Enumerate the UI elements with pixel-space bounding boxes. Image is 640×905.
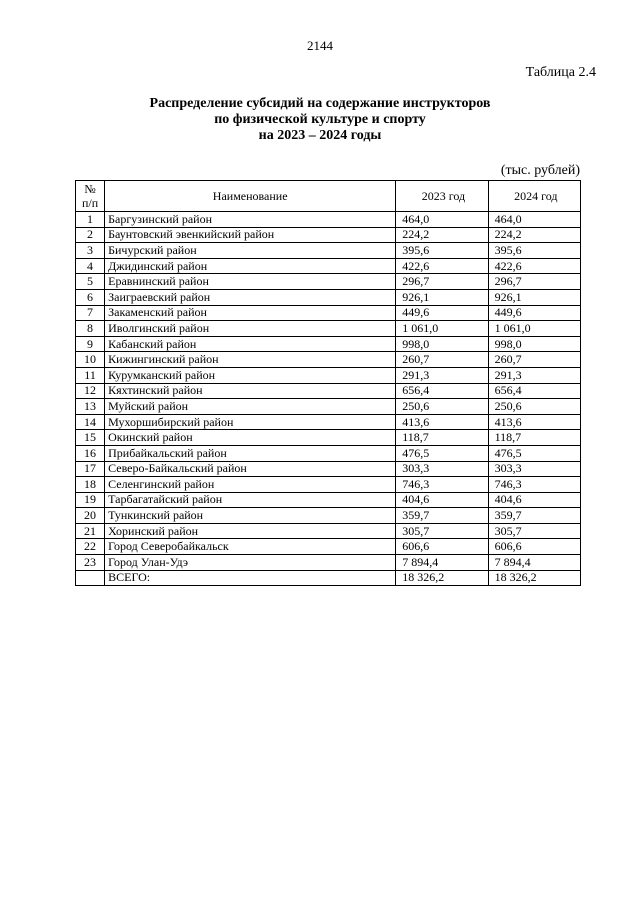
- table-row: [76, 523, 581, 539]
- cell-y2024: 359,7: [488, 508, 580, 524]
- table-row: [76, 227, 581, 243]
- table-row: [76, 492, 581, 508]
- cell-y2023: 422,6: [396, 258, 488, 274]
- cell-y2023: 359,7: [396, 508, 488, 524]
- cell-name: Окинский район: [105, 430, 396, 446]
- document-title: [0, 96, 640, 144]
- cell-name: Селенгинский район: [105, 477, 396, 493]
- cell-y2024: 291,3: [488, 367, 580, 383]
- cell-name: Курумканский район: [105, 367, 396, 383]
- cell-y2023: 18 326,2: [396, 570, 488, 586]
- cell-y2023: 449,6: [396, 305, 488, 321]
- cell-name: Кабанский район: [105, 336, 396, 352]
- cell-num: 4: [76, 258, 105, 274]
- cell-num: 20: [76, 508, 105, 524]
- table-row: [76, 383, 581, 399]
- cell-num: 10: [76, 352, 105, 368]
- header-name: Наименование: [105, 181, 396, 212]
- cell-y2023: 998,0: [396, 336, 488, 352]
- header-2023: 2023 год: [396, 181, 488, 212]
- table-body: [76, 212, 581, 586]
- total-row: [76, 570, 581, 586]
- cell-name: Заиграевский район: [105, 289, 396, 305]
- cell-name: Хоринский район: [105, 523, 396, 539]
- cell-y2023: 395,6: [396, 243, 488, 259]
- subsidies-table: [75, 180, 581, 586]
- cell-name: ВСЕГО:: [105, 570, 396, 586]
- cell-y2023: 746,3: [396, 477, 488, 493]
- cell-y2023: 476,5: [396, 445, 488, 461]
- cell-num: 23: [76, 555, 105, 571]
- cell-y2023: 413,6: [396, 414, 488, 430]
- cell-y2023: 464,0: [396, 212, 488, 228]
- cell-name: Прибайкальский район: [105, 445, 396, 461]
- table-row: [76, 539, 581, 555]
- cell-y2023: 296,7: [396, 274, 488, 290]
- cell-y2023: 305,7: [396, 523, 488, 539]
- table-row: [76, 445, 581, 461]
- cell-y2024: 305,7: [488, 523, 580, 539]
- table-row: [76, 399, 581, 415]
- cell-y2024: 224,2: [488, 227, 580, 243]
- cell-y2023: 118,7: [396, 430, 488, 446]
- cell-y2024: 18 326,2: [488, 570, 580, 586]
- header-num: № п/п: [76, 181, 105, 212]
- table-row: [76, 274, 581, 290]
- cell-y2023: 1 061,0: [396, 321, 488, 337]
- cell-y2023: 7 894,4: [396, 555, 488, 571]
- cell-num: 17: [76, 461, 105, 477]
- table-row: [76, 258, 581, 274]
- cell-num: [76, 570, 105, 586]
- table-row: [76, 555, 581, 571]
- cell-num: 2: [76, 227, 105, 243]
- cell-y2023: 224,2: [396, 227, 488, 243]
- cell-name: Тарбагатайский район: [105, 492, 396, 508]
- table-row: [76, 212, 581, 228]
- cell-num: 1: [76, 212, 105, 228]
- cell-y2023: 291,3: [396, 367, 488, 383]
- cell-y2024: 656,4: [488, 383, 580, 399]
- cell-y2024: 422,6: [488, 258, 580, 274]
- cell-y2024: 413,6: [488, 414, 580, 430]
- cell-y2024: 1 061,0: [488, 321, 580, 337]
- cell-y2024: 118,7: [488, 430, 580, 446]
- cell-name: Северо-Байкальский район: [105, 461, 396, 477]
- cell-name: Муйский район: [105, 399, 396, 415]
- cell-name: Кижингинский район: [105, 352, 396, 368]
- cell-num: 7: [76, 305, 105, 321]
- table-row: [76, 477, 581, 493]
- cell-num: 12: [76, 383, 105, 399]
- cell-name: Бичурский район: [105, 243, 396, 259]
- cell-name: Тункинский район: [105, 508, 396, 524]
- cell-y2024: 449,6: [488, 305, 580, 321]
- cell-num: 11: [76, 367, 105, 383]
- cell-name: Мухоршибирский район: [105, 414, 396, 430]
- cell-num: 3: [76, 243, 105, 259]
- cell-y2024: 926,1: [488, 289, 580, 305]
- table-row: [76, 461, 581, 477]
- cell-name: Город Северобайкальск: [105, 539, 396, 555]
- cell-num: 18: [76, 477, 105, 493]
- cell-name: Еравнинский район: [105, 274, 396, 290]
- cell-num: 5: [76, 274, 105, 290]
- units-note: (тыс. рублей): [500, 163, 580, 178]
- cell-y2024: 395,6: [488, 243, 580, 259]
- cell-y2023: 303,3: [396, 461, 488, 477]
- header-2024: 2024 год: [488, 181, 580, 212]
- cell-y2024: 7 894,4: [488, 555, 580, 571]
- cell-num: 9: [76, 336, 105, 352]
- title-line-2: по физической культуре и спорту: [214, 112, 426, 127]
- cell-y2024: 606,6: [488, 539, 580, 555]
- table-label: Таблица 2.4: [525, 65, 596, 80]
- cell-y2024: 404,6: [488, 492, 580, 508]
- cell-num: 16: [76, 445, 105, 461]
- cell-y2024: 746,3: [488, 477, 580, 493]
- cell-num: 13: [76, 399, 105, 415]
- cell-y2024: 476,5: [488, 445, 580, 461]
- cell-y2023: 260,7: [396, 352, 488, 368]
- cell-y2024: 303,3: [488, 461, 580, 477]
- table-row: [76, 321, 581, 337]
- cell-num: 22: [76, 539, 105, 555]
- table-row: [76, 305, 581, 321]
- cell-name: Джидинский район: [105, 258, 396, 274]
- cell-name: Баунтовский эвенкийский район: [105, 227, 396, 243]
- cell-y2024: 464,0: [488, 212, 580, 228]
- cell-name: Иволгинский район: [105, 321, 396, 337]
- title-line-1: Распределение субсидий на содержание инструкторов: [149, 96, 491, 111]
- cell-name: Закаменский район: [105, 305, 396, 321]
- table-row: [76, 243, 581, 259]
- table-row: [76, 508, 581, 524]
- page-number: 2144: [307, 38, 333, 53]
- cell-y2024: 296,7: [488, 274, 580, 290]
- table-row: [76, 352, 581, 368]
- cell-num: 8: [76, 321, 105, 337]
- cell-name: Баргузинский район: [105, 212, 396, 228]
- cell-num: 15: [76, 430, 105, 446]
- table-row: [76, 414, 581, 430]
- table-row: [76, 367, 581, 383]
- cell-num: 6: [76, 289, 105, 305]
- cell-y2023: 404,6: [396, 492, 488, 508]
- table-row: [76, 430, 581, 446]
- cell-y2023: 606,6: [396, 539, 488, 555]
- table-row: [76, 336, 581, 352]
- table-header-row: [76, 181, 581, 212]
- cell-num: 19: [76, 492, 105, 508]
- cell-y2024: 250,6: [488, 399, 580, 415]
- cell-name: Город Улан-Удэ: [105, 555, 396, 571]
- cell-y2024: 260,7: [488, 352, 580, 368]
- table-row: [76, 289, 581, 305]
- cell-num: 14: [76, 414, 105, 430]
- cell-name: Кяхтинский район: [105, 383, 396, 399]
- cell-y2023: 656,4: [396, 383, 488, 399]
- cell-y2023: 250,6: [396, 399, 488, 415]
- title-line-3: на 2023 – 2024 годы: [258, 128, 382, 143]
- cell-y2023: 926,1: [396, 289, 488, 305]
- cell-y2024: 998,0: [488, 336, 580, 352]
- cell-num: 21: [76, 523, 105, 539]
